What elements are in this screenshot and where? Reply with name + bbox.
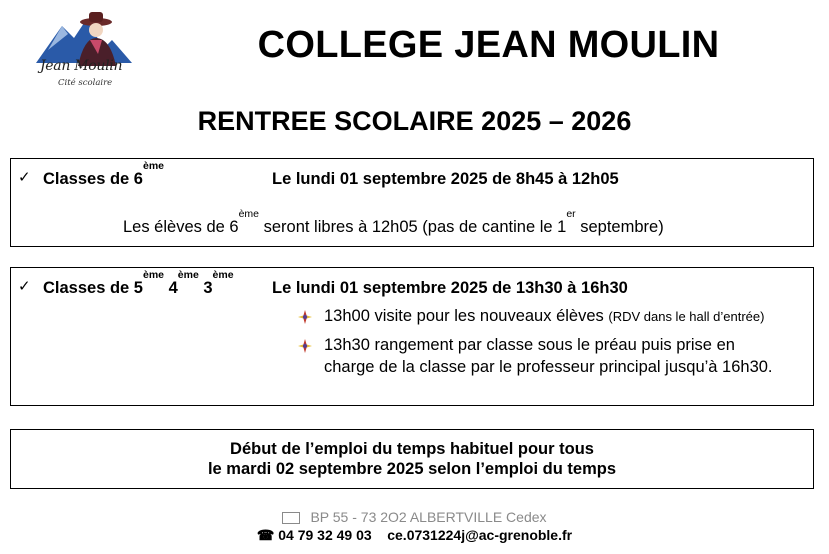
section-6eme (10, 158, 814, 247)
bullet-icon (297, 338, 313, 354)
logo-subtitle: Cité scolaire (58, 78, 113, 88)
logo-name: Jean Moulin (40, 58, 123, 74)
bullet-visit: 13h00 visite pour les nouveaux élèves (RDV dans le hall d’entrée) (324, 307, 765, 325)
section-6eme-label: Classes de 6ème (43, 160, 164, 188)
section-emploi-du-temps (10, 429, 814, 489)
envelope-icon (282, 512, 300, 524)
check-icon: ✓ (18, 168, 31, 186)
check-icon: ✓ (18, 277, 31, 295)
footer-address: BP 55 - 73 2O2 ALBERTVILLE Cedex (0, 509, 829, 525)
footer-contact (0, 527, 829, 544)
emploi-line2: le mardi 02 septembre 2025 selon l’emploi du temps (207, 460, 617, 478)
bullet-rangement-line2: charge de la classe par le professeur principal jusqu’à 16h30. (324, 358, 773, 376)
section-6eme-note: Les élèves de 6ème seront libres à 12h05 (pas de cantine le 1er septembre) (123, 208, 664, 236)
footer-phone: 04 79 32 49 03 (278, 527, 372, 543)
section-5-4-3eme (10, 267, 814, 406)
phone-icon: ☎ (256, 527, 275, 543)
emploi-line1: Début de l’emploi du temps habituel pour tous (230, 440, 594, 458)
page-subtitle: RENTREE SCOLAIRE 2025 – 2026 (197, 106, 632, 136)
footer-email[interactable]: ce.0731224j@ac-grenoble.fr (387, 527, 573, 543)
section-6eme-date: Le lundi 01 septembre 2025 de 8h45 à 12h05 (272, 170, 619, 188)
section-5-4-3eme-date: Le lundi 01 septembre 2025 de 13h30 à 16h30 (272, 279, 628, 297)
page-title: COLLEGE JEAN MOULIN (257, 24, 720, 66)
section-5-4-3eme-label: Classes de 5ème 4ème 3ème (43, 269, 234, 297)
bullet-rangement-line1: 13h30 rangement par classe sous le préau puis prise en (324, 336, 735, 354)
bullet-icon (297, 309, 313, 325)
